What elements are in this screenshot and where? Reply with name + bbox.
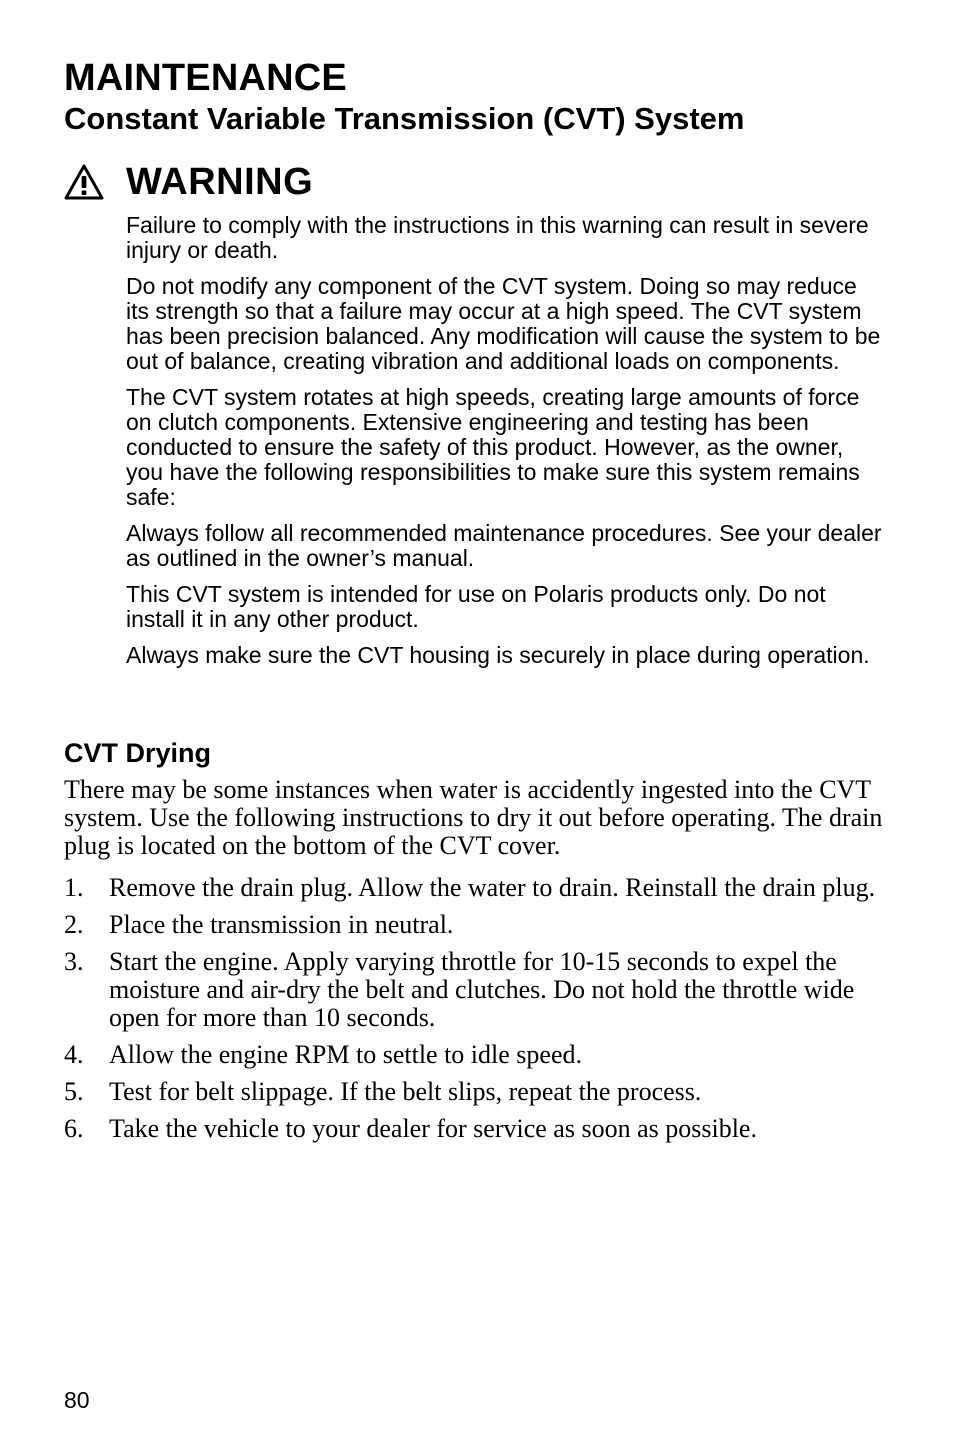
cvt-drying-heading: CVT Drying: [64, 738, 212, 768]
step-number: 1.: [64, 873, 84, 902]
step-text: Test for belt slippage. If the belt slips, repeat the process.: [109, 1077, 702, 1106]
step-item: [64, 948, 884, 1032]
step-text: Allow the engine RPM to settle to idle speed.: [109, 1040, 582, 1069]
cvt-drying-steps: [64, 874, 884, 1152]
warning-triangle-icon: [64, 164, 104, 200]
page-number: 80: [64, 1387, 90, 1413]
warning-paragraph: This CVT system is intended for use on Polaris products only. Do not install it in any other product.: [126, 581, 826, 632]
warning-body: [126, 213, 886, 679]
step-number: 5.: [64, 1077, 84, 1106]
step-item: [64, 874, 884, 902]
step-number: 4.: [64, 1040, 84, 1069]
warning-paragraph: Always make sure the CVT housing is securely in place during operation.: [126, 642, 870, 668]
step-text: Start the engine. Apply varying throttle for 10-15 seconds to expel the moisture and air-dry the belt and clutches. Do not hold the throttle wide open for more than 10 seconds.: [109, 947, 855, 1032]
page-subtitle: Constant Variable Transmission (CVT) System: [64, 101, 745, 136]
warning-header: [64, 158, 313, 206]
step-number: 2.: [64, 910, 84, 939]
step-number: 3.: [64, 947, 84, 976]
step-text: Remove the drain plug. Allow the water to drain. Reinstall the drain plug.: [109, 873, 876, 902]
warning-paragraph: Always follow all recommended maintenance procedures. See your dealer as outlined in the owner’s manual.: [126, 520, 882, 571]
step-text: Place the transmission in neutral.: [109, 910, 454, 939]
warning-paragraph: Do not modify any component of the CVT system. Doing so may reduce its strength so that a failure may occur at a high speed. The CVT system has been precision balanced. Any modification will cause the system to be out of balance, creating vibration and additional loads on components.: [126, 273, 881, 374]
step-item: [64, 911, 884, 939]
step-text: Take the vehicle to your dealer for service as soon as possible.: [109, 1114, 757, 1143]
step-item: [64, 1115, 884, 1143]
step-number: 6.: [64, 1114, 84, 1143]
warning-title: WARNING: [126, 161, 314, 203]
warning-paragraph: The CVT system rotates at high speeds, creating large amounts of force on clutch components. Extensive engineering and testing has been conducted to ensure the safety of this product. However, as the owner, you have the following responsibilities to make sure this system remains safe:: [126, 384, 860, 510]
step-item: [64, 1041, 884, 1069]
section-title: MAINTENANCE: [64, 57, 347, 99]
cvt-drying-intro: There may be some instances when water is accidently ingested into the CVT system. Use the following instructions to dry it out before operating. The drain plug is located on the bottom of the CVT cover.: [64, 775, 883, 860]
warning-paragraph: Failure to comply with the instructions in this warning can result in severe injury or death.: [126, 212, 869, 263]
step-item: [64, 1078, 884, 1106]
